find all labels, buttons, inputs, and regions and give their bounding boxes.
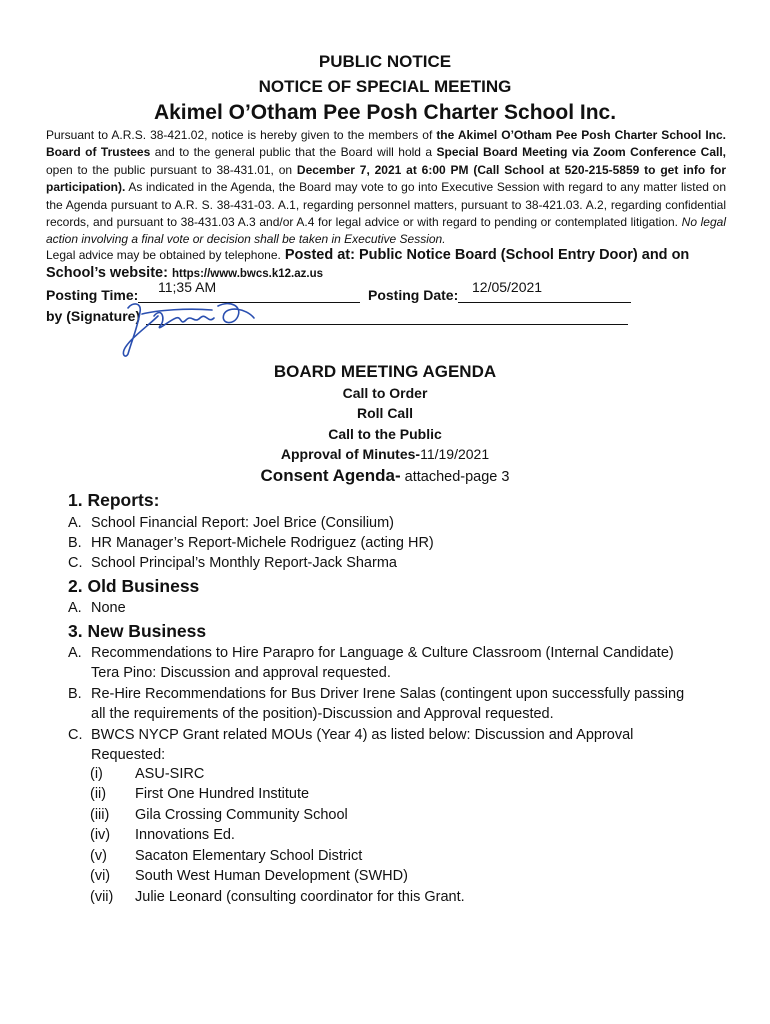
posting-time-label: Posting Time: (46, 287, 139, 303)
sub-item-number: (vii) (90, 889, 114, 905)
sub-list-item (90, 889, 465, 905)
school-name-heading: Akimel O’Otham Pee Posh Charter School Inc. (153, 101, 617, 124)
sub-item-number: (iii) (90, 807, 110, 823)
sub-item-text: Gila Crossing Community School (135, 807, 348, 823)
consent-label: Consent Agenda- (260, 466, 401, 485)
sub-list-item (90, 766, 204, 782)
sub-list-item (90, 848, 362, 864)
sub-list-item (90, 786, 309, 802)
intro-text-4: As indicated in the Agenda, the Board may vote to go into Executive Session with regard to any matter listed on the Agenda pursuant to A.R. S. 38-431-03. A.1, regarding personnel matters, pursuant to 38-421.03. A.2, regarding confidential records, and pursuant to 38-431.03 A.3 and/or A.4 for legal advice or with regard to pending or contemplated litigation. (46, 180, 726, 230)
agenda-call-public: Call to the Public (328, 426, 442, 442)
sub-item-text: First One Hundred Institute (135, 786, 310, 802)
section-reports-title: 1. Reports: (68, 490, 160, 510)
intro-italic-note: No legal action involving a final vote or decision shall be taken in Executive Session. (46, 215, 726, 247)
sub-item-text: Innovations Ed. (135, 827, 235, 843)
item-text-continued: Tera Pino: Discussion and approval requested. (91, 665, 391, 682)
signature-stroke-4 (142, 309, 212, 314)
sub-item-text: ASU-SIRC (135, 766, 205, 782)
item-text-continued: all the requirements of the position)-Discussion and Approval requested. (91, 706, 554, 723)
list-item (68, 643, 738, 684)
list-item (68, 725, 738, 766)
item-letter: C. (68, 555, 83, 571)
intro-text-3: open to the public pursuant to 38-431.01, on (46, 162, 297, 177)
item-letter: C. (68, 727, 83, 743)
website-url: https://www.bwcs.k12.az.us (171, 268, 323, 280)
list-item (68, 598, 738, 618)
item-letter: A. (68, 515, 82, 531)
item-text: BWCS NYCP Grant related MOUs (Year 4) as listed below: Discussion and Approval (91, 727, 634, 743)
posting-date-value: 12/05/2021 (472, 279, 543, 295)
handwritten-signature (118, 296, 268, 362)
sub-item-text: South West Human Development (SWHD) (135, 868, 408, 884)
sub-item-number: (ii) (90, 786, 107, 802)
agenda-roll-call: Roll Call (356, 405, 413, 421)
intro-text-1: Pursuant to A.R.S. 38-421.02, notice is hereby given to the members of (46, 128, 437, 142)
sub-item-text: Julie Leonard (consulting coordinator for this Grant. (135, 889, 465, 905)
sub-list-item (90, 827, 235, 843)
sub-list-item (90, 807, 348, 823)
item-text: School Principal’s Monthly Report-Jack Sharma (91, 555, 397, 571)
posted-at-line (46, 247, 736, 264)
sub-item-number: (iv) (90, 827, 111, 843)
special-meeting-heading: NOTICE OF SPECIAL MEETING (258, 77, 512, 96)
sub-item-text: Sacaton Elementary School District (135, 848, 363, 864)
minutes-label: Approval of Minutes- (280, 446, 421, 462)
signature-label: by (Signature) (46, 308, 141, 324)
item-text: HR Manager’s Report-Michele Rodriguez (acting HR) (91, 535, 434, 551)
intro-bold-board: the Akimel O’Otham Pee Posh Charter School Inc. Board of Trustees (46, 128, 726, 160)
website-label: School’s website: (46, 265, 172, 281)
list-item (68, 553, 738, 573)
item-letter: A. (68, 600, 82, 616)
sub-item-number: (v) (90, 848, 107, 864)
list-item (68, 533, 738, 553)
notice-paragraph (46, 127, 726, 249)
agenda-title: BOARD MEETING AGENDA (273, 362, 497, 381)
signature-stroke-2 (154, 313, 214, 328)
intro-bold-date: December 7, 2021 at 6:00 PM (Call School at 520-215-5859 to get info for participation). (46, 162, 726, 195)
section-new-business-title: 3. New Business (68, 621, 207, 641)
sub-list-item (90, 868, 408, 884)
minutes-date: 11/19/2021 (420, 446, 490, 462)
item-text: Recommendations to Hire Parapro for Language & Culture Classroom (Internal Candidate) (91, 645, 674, 661)
item-letter: A. (68, 645, 82, 661)
posting-date-label: Posting Date: (368, 287, 459, 303)
list-item (68, 513, 738, 533)
agenda-minutes (0, 446, 770, 462)
item-text-continued: Requested: (91, 747, 166, 764)
posted-at-text: Posted at: Public Notice Board (School Entry Door) and on (280, 247, 690, 263)
legal-advice-text: Legal advice may be obtained by telephone. (46, 248, 281, 262)
item-text: School Financial Report: Joel Brice (Consilium) (91, 515, 395, 531)
item-text: Re-Hire Recommendations for Bus Driver Irene Salas (contingent upon successfully passing (91, 686, 685, 702)
agenda-call-to-order: Call to Order (342, 385, 428, 401)
intro-text-2: and to the general public that the Board will hold a (150, 145, 437, 160)
sub-item-number: (vi) (90, 868, 111, 884)
signature-stroke-3 (218, 304, 254, 323)
posting-time-value: 11;35 AM (158, 279, 217, 295)
consent-note: attached-page 3 (400, 469, 510, 485)
agenda-consent (0, 466, 770, 486)
item-text: None (91, 600, 126, 616)
section-old-business-title: 2. Old Business (68, 576, 200, 596)
intro-bold-meeting-type: Special Board Meeting via Zoom Conference Call, (436, 145, 726, 160)
list-item (68, 684, 738, 725)
public-notice-heading: PUBLIC NOTICE (318, 52, 452, 71)
sub-item-number: (i) (90, 766, 103, 782)
item-letter: B. (68, 535, 82, 551)
item-letter: B. (68, 686, 82, 702)
